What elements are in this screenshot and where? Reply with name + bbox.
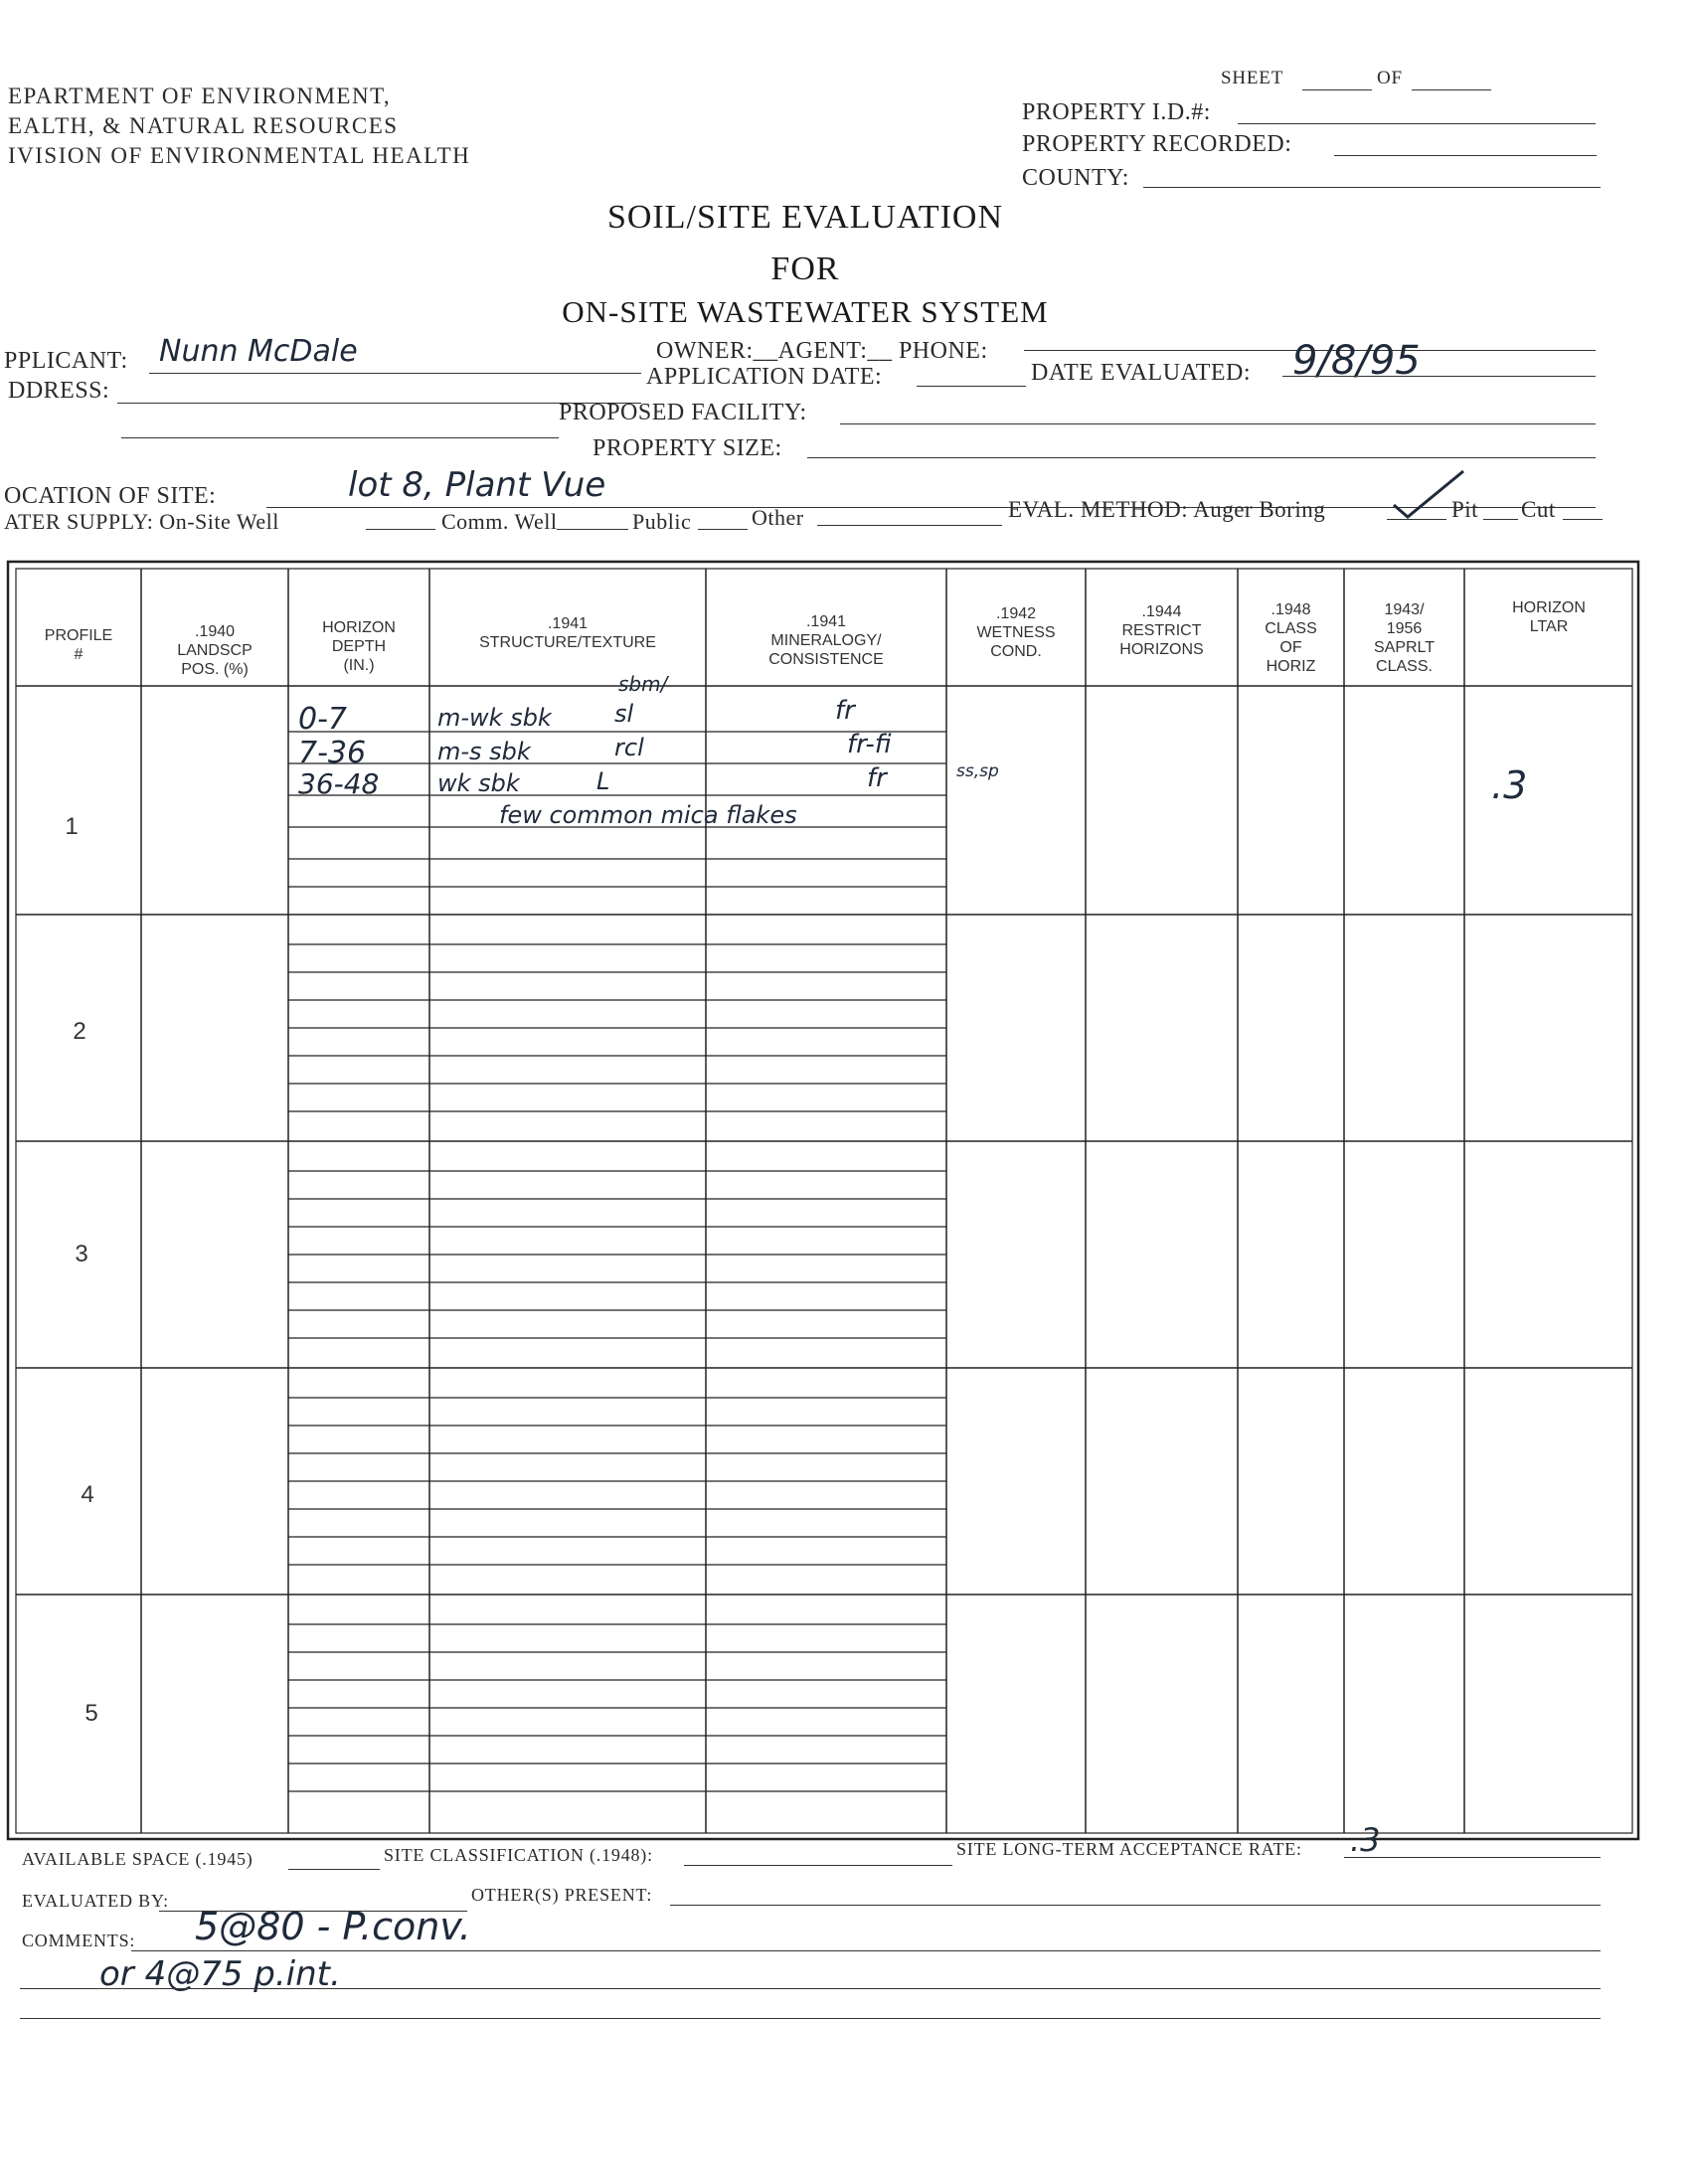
property-size-label: PROPERTY SIZE: (593, 435, 782, 461)
pit-label: Pit (1451, 497, 1479, 522)
proposed-facility-label: PROPOSED FACILITY: (559, 400, 807, 425)
sheet-label: SHEET (1221, 68, 1284, 88)
horizon-depth: 36-48 (298, 767, 380, 800)
comment-line2: or 4@75 p.int. (99, 1954, 341, 1994)
of-label: OF (1377, 68, 1403, 88)
header-saprolite: 1943/ 1956 SAPRLT CLASS. (1373, 601, 1436, 675)
comments-line-2 (20, 1988, 1601, 1989)
date-evaluated-label: DATE EVALUATED: (1031, 360, 1252, 386)
water-supply-label: ATER SUPPLY: On-Site Well (4, 509, 279, 534)
comm-well-line (557, 529, 628, 530)
sheet-line (1302, 89, 1372, 90)
date-evaluated-line (1282, 376, 1596, 377)
ltar-entry: .3 (1491, 763, 1528, 807)
comment-line1: 5@80 - P.conv. (195, 1905, 471, 1948)
comments-label: COMMENTS: (22, 1931, 136, 1950)
horizon-depth: 7-36 (298, 736, 367, 770)
cut-line (1563, 519, 1603, 520)
wetness-entry: ss,sp (956, 761, 999, 781)
property-id-line (1238, 123, 1596, 124)
profile-number: 3 (75, 1241, 88, 1267)
location-label: OCATION OF SITE: (4, 483, 217, 509)
comments-line-3 (20, 2018, 1601, 2019)
others-present-label: OTHER(S) PRESENT: (471, 1885, 653, 1905)
title-line3: ON-SITE WASTEWATER SYSTEM (562, 294, 1049, 329)
address-label: DDRESS: (8, 378, 110, 404)
application-date-label: APPLICATION DATE: (646, 364, 883, 390)
date-evaluated-value: 9/8/95 (1292, 338, 1421, 384)
structure-entry: m-wk sbk (437, 704, 552, 732)
long-term-rate-label: SITE LONG-TERM ACCEPTANCE RATE: (956, 1839, 1302, 1859)
others-present-line (670, 1905, 1601, 1906)
texture-note: sbm/ (618, 672, 668, 696)
location-value: lot 8, Plant Vue (348, 465, 606, 505)
property-id-label: PROPERTY I.D.#: (1022, 99, 1211, 125)
department-line1: EPARTMENT OF ENVIRONMENT, (8, 84, 392, 108)
county-line (1143, 187, 1601, 188)
of-line (1412, 89, 1491, 90)
comm-well-label: Comm. Well (441, 509, 558, 534)
owner-agent-phone-label: OWNER:__AGENT:__ PHONE: (656, 338, 988, 364)
cut-label: Cut (1521, 497, 1556, 522)
header-mineralogy: .1941 MINERALOGY/ CONSISTENCE (768, 613, 884, 668)
consistence-entry: fr-fi (847, 730, 892, 759)
site-classification-line (684, 1865, 952, 1866)
header-horizon-depth: HORIZON DEPTH (IN.) (322, 619, 396, 674)
public-label: Public (632, 509, 692, 534)
title-line1: SOIL/SITE EVALUATION (606, 199, 1004, 236)
public-line (698, 529, 748, 530)
property-recorded-line (1334, 155, 1597, 156)
site-classification-label: SITE CLASSIFICATION (.1948): (384, 1845, 653, 1865)
header-wetness: .1942 WETNESS COND. (976, 605, 1056, 660)
header-landscape: .1940 LANDSCP POS. (%) (177, 623, 253, 678)
pit-line (1483, 519, 1518, 520)
facility-left-line (121, 437, 559, 438)
structure-entry: wk sbk (437, 769, 520, 797)
structure-entry: m-s sbk (437, 738, 531, 765)
applicant-label: PPLICANT: (4, 348, 128, 374)
applicant-line (149, 373, 641, 374)
header-class-horiz: .1948 CLASS OF HORIZ (1265, 601, 1317, 675)
long-term-rate-value: .3 (1350, 1821, 1381, 1859)
header-restrict: .1944 RESTRICT HORIZONS (1119, 603, 1204, 658)
applicant-value: Nunn McDale (159, 334, 358, 369)
county-label: COUNTY: (1022, 165, 1129, 191)
profile-number: 5 (85, 1700, 98, 1727)
department-line2: EALTH, & NATURAL RESOURCES (8, 113, 399, 138)
texture-entry: sl (614, 700, 634, 728)
property-recorded-label: PROPERTY RECORDED: (1022, 131, 1292, 157)
texture-entry: L (596, 767, 610, 795)
proposed-facility-line (840, 423, 1596, 424)
application-date-line (917, 386, 1026, 387)
profile-number: 2 (73, 1018, 86, 1045)
horizon-depth: 0-7 (298, 702, 347, 737)
profile-number: 4 (81, 1481, 94, 1508)
header-ltar: HORIZON LTAR (1512, 599, 1586, 635)
consistence-entry: fr (835, 696, 855, 726)
other-label: Other (752, 505, 804, 530)
header-profile: PROFILE # (44, 627, 113, 663)
department-line3: IVISION OF ENVIRONMENTAL HEALTH (8, 143, 471, 168)
profile-number: 1 (65, 813, 79, 840)
available-space-line (288, 1869, 380, 1870)
mottle-note: few common mica flakes (499, 801, 797, 829)
available-space-label: AVAILABLE SPACE (.1945) (22, 1849, 254, 1869)
evaluated-by-label: EVALUATED BY: (22, 1891, 169, 1911)
onsite-well-line (366, 529, 435, 530)
header-structure-texture: .1941 STRUCTURE/TEXTURE (479, 615, 656, 651)
eval-method-label: EVAL. METHOD: Auger Boring (1008, 497, 1326, 522)
comments-line (131, 1950, 1601, 1951)
texture-entry: rcl (614, 734, 644, 761)
title-line2: FOR (770, 251, 840, 287)
property-size-line (807, 457, 1596, 458)
consistence-entry: fr (867, 763, 887, 793)
long-term-rate-line (1344, 1857, 1601, 1858)
other-line (817, 525, 1002, 526)
